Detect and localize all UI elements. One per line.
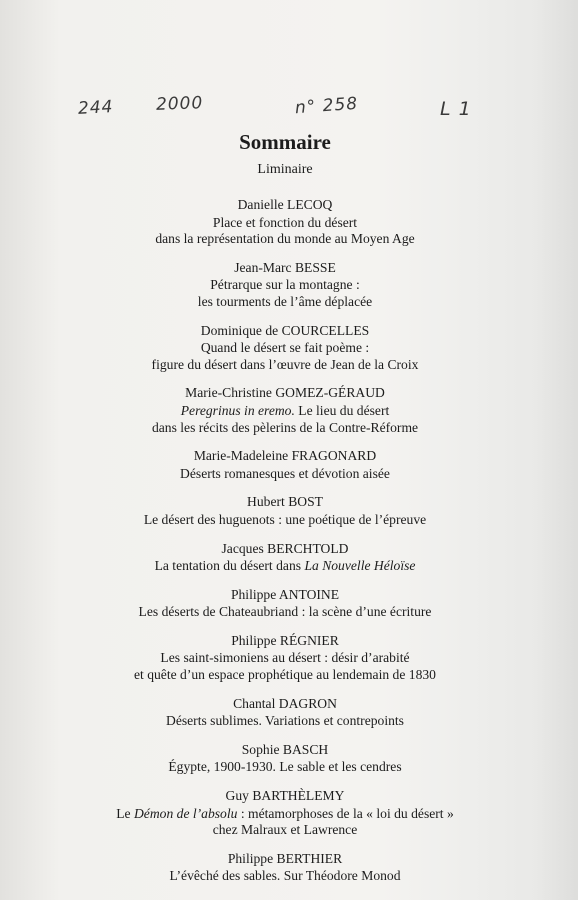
entry-title-line — [60, 558, 510, 575]
handwritten-note: n° 258 — [294, 93, 359, 119]
entry-title-text: Le — [116, 805, 131, 821]
toc-entry — [60, 448, 510, 482]
entry-author: Marie-Christine GOMEZ-GÉRAUD — [185, 385, 385, 401]
entry-title-line: Déserts romanesques et dévotion aisée — [180, 465, 390, 481]
toc-entry — [60, 696, 510, 730]
italic-title-mid: Démon de l’absolu — [133, 805, 238, 821]
entry-author: Philippe ANTOINE — [230, 586, 340, 602]
italic-title-suffix: La Nouvelle Héloïse — [304, 558, 416, 574]
entry-author: Guy BARTHÈLEMY — [225, 788, 345, 804]
entry-title-line: Les déserts de Chateaubriand : la scène d’une écriture — [138, 604, 432, 620]
entry-author: Chantal DAGRON — [233, 695, 337, 711]
toc-entry — [60, 633, 510, 684]
toc-entry — [60, 494, 510, 528]
entry-title-line: L’évêché des sables. Sur Théodore Monod — [169, 868, 401, 884]
entry-title-text: Le lieu du désert — [298, 402, 390, 418]
toc-entry — [60, 385, 510, 436]
entry-author: Dominique de COURCELLES — [200, 322, 370, 338]
entry-title-line: Quand le désert se fait poème : — [200, 340, 370, 356]
entry-author: Philippe BERTHIER — [227, 850, 343, 866]
entry-title-line — [60, 806, 510, 823]
entry-title-line: dans les récits des pèlerins de la Contre-Réforme — [151, 419, 419, 435]
toc-entry — [60, 260, 510, 311]
entry-author: Marie-Madeleine FRAGONARD — [193, 448, 377, 464]
entry-title-line: Le désert des huguenots : une poétique de l’épreuve — [143, 511, 427, 527]
italic-title-prefix: Peregrinus in eremo. — [180, 402, 295, 418]
toc-liminaire: Liminaire — [257, 162, 313, 177]
entry-title-line: Égypte, 1900-1930. Le sable et les cendres — [168, 759, 402, 775]
toc-entry — [60, 587, 510, 621]
entry-title-line: les tourments de l’âme déplacée — [197, 293, 373, 309]
toc-entry — [60, 742, 510, 776]
entry-author: Hubert BOST — [247, 494, 323, 510]
entry-title-line: Déserts sublimes. Variations et contrepoints — [166, 713, 404, 729]
entry-author: Jean-Marc BESSE — [234, 259, 336, 275]
handwritten-note: L 1 — [440, 98, 472, 120]
handwritten-note: 244 — [77, 97, 114, 119]
table-of-contents — [60, 127, 510, 897]
toc-entry — [60, 851, 510, 885]
entry-title-line: Pétrarque sur la montagne : — [210, 277, 360, 293]
entry-title-line: Place et fonction du désert — [212, 214, 358, 230]
entry-title-line: Les saint-simoniens au désert : désir d’arabité — [160, 650, 410, 666]
entry-title-line: chez Malraux et Lawrence — [212, 822, 358, 838]
entry-author: Philippe RÉGNIER — [231, 632, 339, 648]
entry-title-text: : métamorphoses de la « loi du désert » — [240, 805, 454, 821]
toc-entry — [60, 197, 510, 248]
entry-title-line: et quête d’un espace prophétique au lendemain de 1830 — [134, 667, 436, 683]
toc-entry — [60, 323, 510, 374]
toc-entry — [60, 788, 510, 839]
toc-entry — [60, 541, 510, 575]
entry-author: Sophie BASCH — [241, 741, 329, 757]
entry-author: Danielle LECOQ — [237, 197, 333, 212]
entry-author: Jacques BERCHTOLD — [221, 540, 349, 556]
entry-title-line — [60, 403, 510, 420]
entry-title-text: La tentation du désert dans — [154, 558, 302, 574]
entry-title-line: figure du désert dans l’œuvre de Jean de la Croix — [151, 356, 419, 372]
handwritten-note: 2000 — [155, 93, 204, 115]
toc-title: Sommaire — [239, 130, 331, 154]
entry-title-line: dans la représentation du monde au Moyen Age — [155, 231, 415, 247]
